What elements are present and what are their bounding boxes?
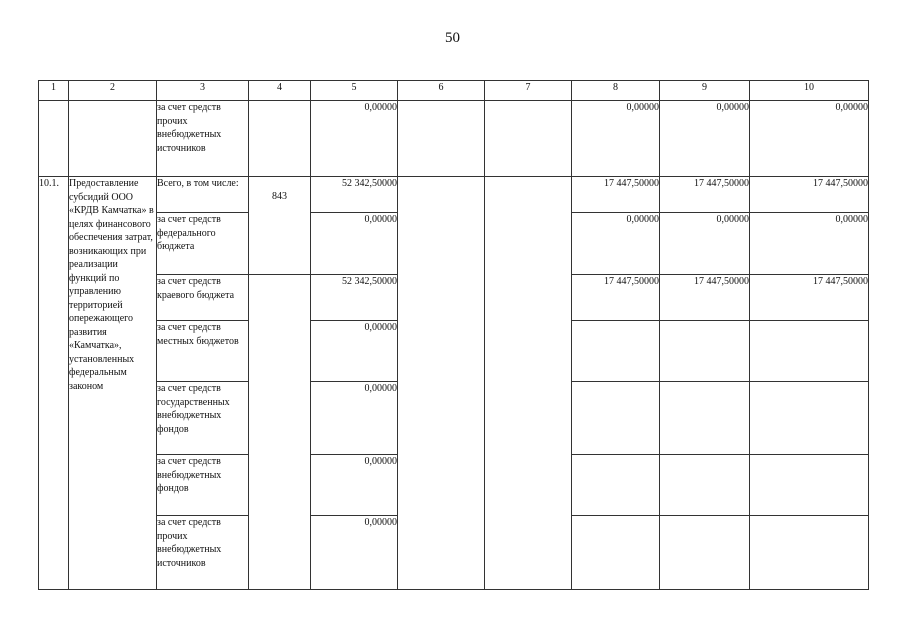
funding-source-cell: за счет средств федерального бюджета	[157, 213, 249, 275]
value-cell	[660, 382, 750, 455]
funding-source-cell: Всего, в том числе:	[157, 177, 249, 213]
header-cell: 6	[398, 81, 485, 101]
empty-cell	[249, 275, 311, 590]
value-cell: 17 447,50000	[572, 177, 660, 213]
value-cell: 0,00000	[311, 213, 398, 275]
value-cell	[572, 321, 660, 382]
value-cell	[572, 516, 660, 590]
value-cell: 17 447,50000	[660, 177, 750, 213]
value-cell: 0,00000	[311, 101, 398, 177]
header-cell: 9	[660, 81, 750, 101]
empty-cell	[398, 101, 485, 177]
code-cell	[249, 177, 311, 275]
value-cell: 0,00000	[311, 321, 398, 382]
value-cell: 0,00000	[750, 213, 869, 275]
header-row	[39, 81, 869, 101]
empty-cell	[485, 101, 572, 177]
value-cell	[572, 382, 660, 455]
value-cell: 17 447,50000	[750, 177, 869, 213]
funding-source-cell: за счет средств местных бюджетов	[157, 321, 249, 382]
code-value: 843	[272, 190, 287, 202]
value-cell: 0,00000	[750, 101, 869, 177]
empty-cell	[39, 101, 69, 177]
value-cell	[660, 455, 750, 516]
value-cell: 52 342,50000	[311, 275, 398, 321]
item-description-cell: Предоставление субсидий ООО «КРДВ Камчатка» в целях финансового обеспечения затрат, возникающих при реализации функций по управлению территорией опережающего развития «Камчатка», установленных федеральным законом	[69, 177, 157, 590]
value-cell: 0,00000	[660, 213, 750, 275]
funding-source-cell: за счет средств прочих внебюджетных источников	[157, 516, 249, 590]
budget-table	[38, 80, 869, 590]
empty-cell	[485, 177, 572, 590]
header-cell: 1	[39, 81, 69, 101]
value-cell: 17 447,50000	[572, 275, 660, 321]
value-cell: 0,00000	[660, 101, 750, 177]
funding-source-cell: за счет средств краевого бюджета	[157, 275, 249, 321]
funding-source-cell: за счет средств прочих внебюджетных источников	[157, 101, 249, 177]
header-cell: 8	[572, 81, 660, 101]
value-cell: 0,00000	[311, 516, 398, 590]
value-cell	[750, 455, 869, 516]
header-cell: 10	[750, 81, 869, 101]
value-cell: 0,00000	[311, 455, 398, 516]
header-cell: 3	[157, 81, 249, 101]
value-cell	[660, 321, 750, 382]
funding-source-cell: за счет средств внебюджетных фондов	[157, 455, 249, 516]
table-row	[39, 177, 869, 213]
value-cell: 0,00000	[572, 101, 660, 177]
header-cell: 2	[69, 81, 157, 101]
header-cell: 4	[249, 81, 311, 101]
table-row	[39, 101, 869, 177]
value-cell	[660, 516, 750, 590]
empty-cell	[69, 101, 157, 177]
value-cell	[750, 321, 869, 382]
value-cell	[750, 382, 869, 455]
value-cell: 17 447,50000	[660, 275, 750, 321]
value-cell: 0,00000	[572, 213, 660, 275]
item-number-cell: 10.1.	[39, 177, 69, 590]
funding-source-cell: за счет средств государственных внебюджетных фондов	[157, 382, 249, 455]
value-cell: 52 342,50000	[311, 177, 398, 213]
empty-cell	[249, 101, 311, 177]
value-cell	[750, 516, 869, 590]
value-cell: 0,00000	[311, 382, 398, 455]
page-number: 50	[445, 30, 460, 46]
value-cell	[572, 455, 660, 516]
header-cell: 5	[311, 81, 398, 101]
header-cell: 7	[485, 81, 572, 101]
empty-cell	[398, 177, 485, 590]
value-cell: 17 447,50000	[750, 275, 869, 321]
